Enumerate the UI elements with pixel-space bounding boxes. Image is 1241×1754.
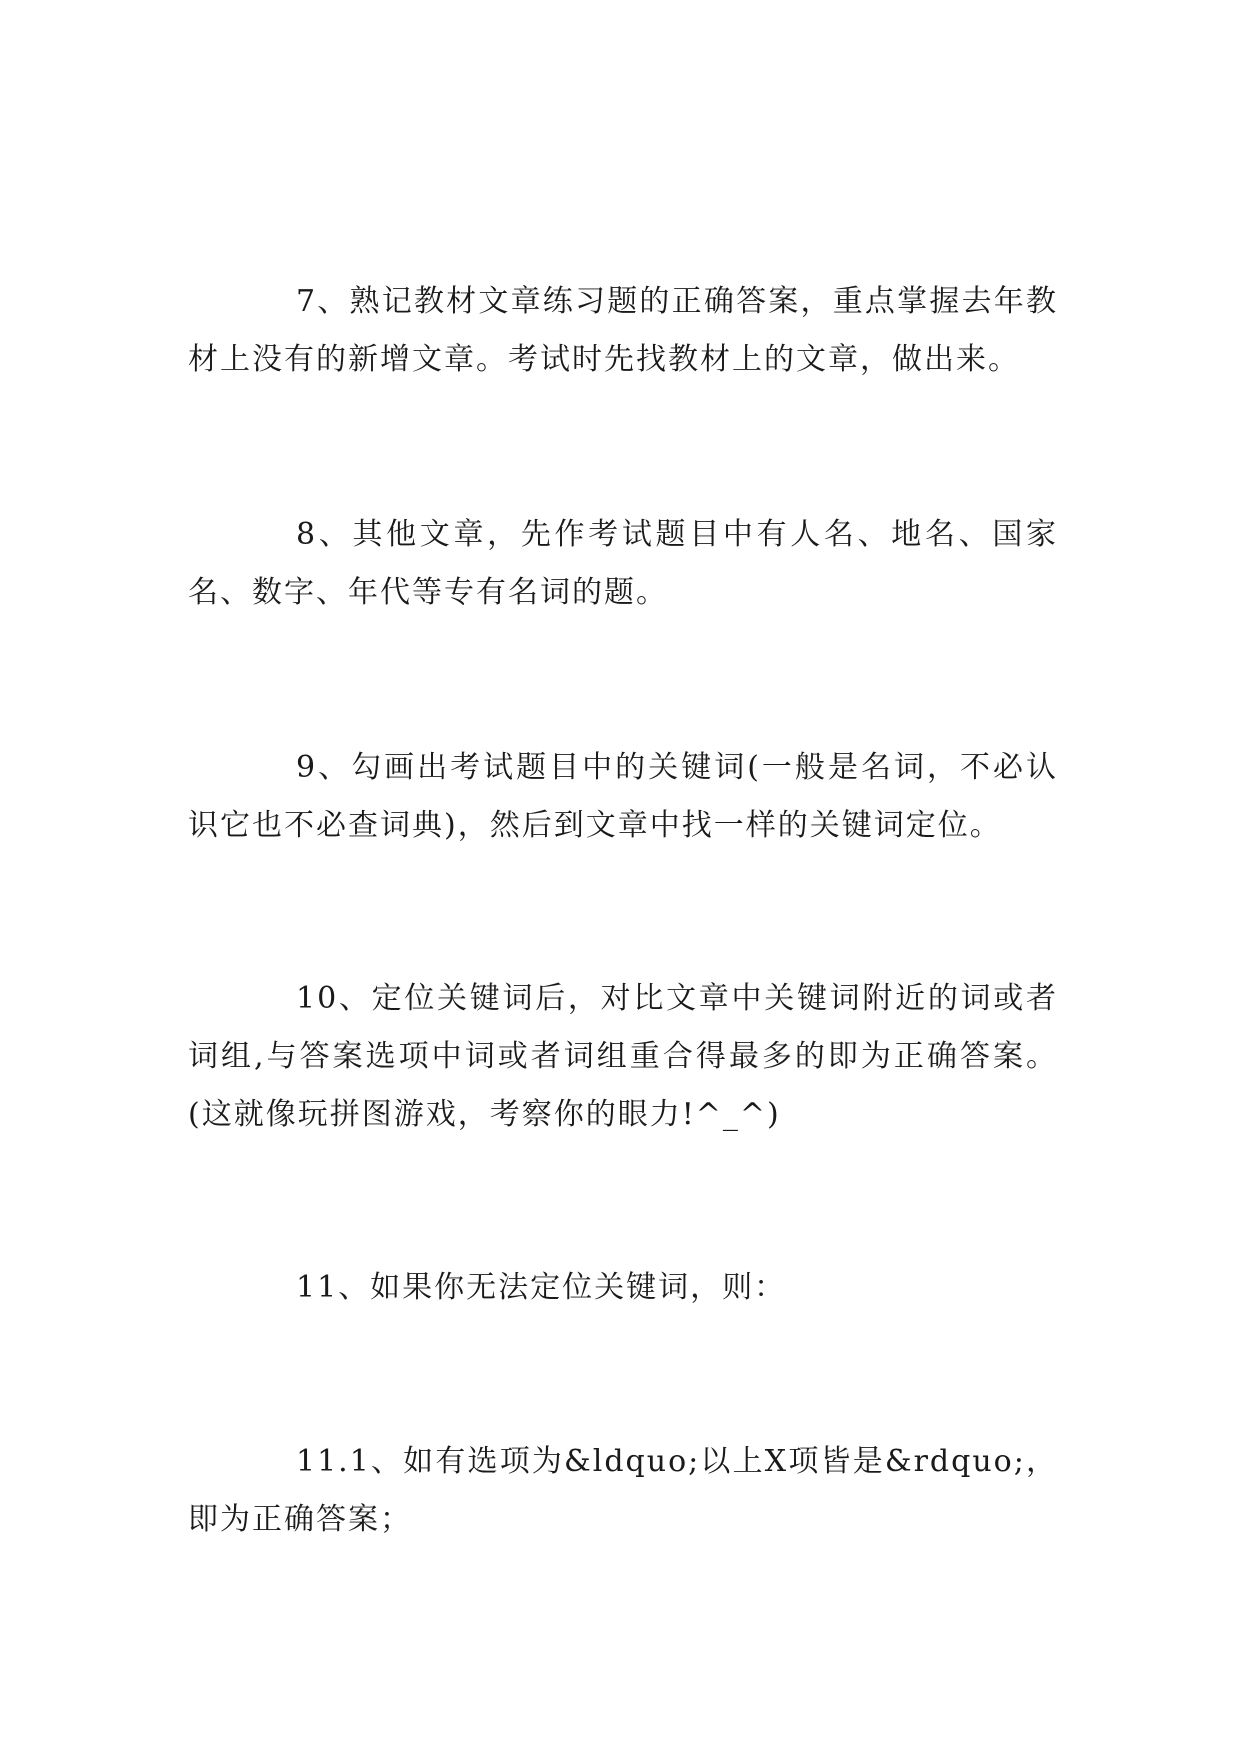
- paragraph-tip-8: 8、其他文章，先作考试题目中有人名、地名、国家名、数字、年代等专有名词的题。: [188, 517, 1058, 610]
- paragraph-tip-9: 9、勾画出考试题目中的关键词(一般是名词，不必认识它也不必查词典)，然后到文章中找一样的关键词定位。: [188, 750, 1058, 843]
- paragraph-tip-7: 7、熟记教材文章练习题的正确答案，重点掌握去年教材上没有的新增文章。考试时先找教材上的文章，做出来。: [188, 284, 1058, 377]
- paragraph-tip-10: 10、定位关键词后，对比文章中关键词附近的词或者词组,与答案选项中词或者词组重合得最多的即为正确答案。(这就像玩拼图游戏，考察你的眼力!^_^): [188, 981, 1058, 1132]
- paragraph-tip-11-1: 11.1、如有选项为&ldquo;以上X项皆是&rdquo;，即为正确答案；: [188, 1444, 1058, 1537]
- paragraph-tip-11: 11、如果你无法定位关键词，则：: [296, 1270, 787, 1305]
